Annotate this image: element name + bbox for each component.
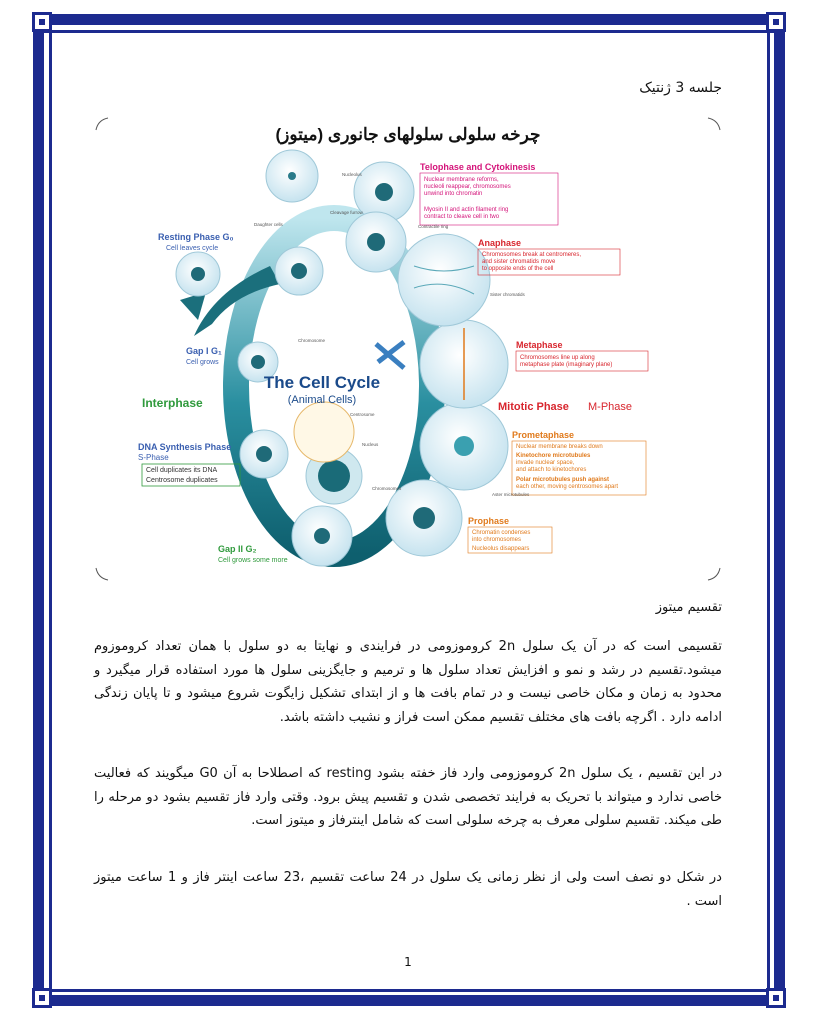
page-border-left [33,22,44,1000]
border-corner-ornament [766,12,786,32]
crop-mark [96,568,108,580]
chromosome-icon [376,342,404,368]
prometaphase-title: Prometaphase [512,430,575,440]
label-chromosome: Chromosome [298,338,326,343]
anaphase-line: to opposite ends of the cell [482,266,554,272]
prometaphase-line: Kinetochore microtubules [516,453,591,459]
label-sister-chromatids: Sister chromatids [490,292,525,297]
resting-phase-title: Resting Phase G₀ [158,232,234,242]
telophase-line: nucleoli reappear, chromosomes [424,184,511,190]
metaphase-title: Metaphase [516,340,563,350]
gap1-title: Gap I G₁ [186,346,222,356]
mitotic-phase-suffix: M-Phase [588,401,633,413]
page-border-right [774,22,785,1000]
telophase-title: Telophase and Cytokinesis [420,162,536,172]
prometaphase-line: each other, moving centrosomes apart [516,484,619,490]
paragraph: در این تقسیم ، یک سلول 2n کروموزومی وارد فاز خفته بشود resting که اصطلاحا به آن G0 میگویند که فعالیت خاصی ندارد و میتواند با تحریک به فرایند تخصصی شدن و تقسیم پیش برود. وقتی وارد فاز تقسیم بشود دو مرحله را طی میکند. تقسیم سلولی معرف به چرخه سلولی است که شامل اینترفاز و میتوز است. [94,766,722,828]
anaphase-line: and sister chromatids move [482,259,556,265]
paragraph: تقسیمی است که در آن یک سلول 2n کروموزومی در فرایندی و نهایتا به دو سلول با همان تعداد کروموزوم میشود.تقسیم در رشد و نمو و افزایش تعداد سلول ها و ترمیم و جایگزینی سلول ها مورد استفاده قرار میگیرد و محدود به زمان و مکان خاصی نیست و در تمام بافت ها و از ابتدای تشکیل زایگوت شروع میشود و تا پایان زندگی ادامه دارد . اگرچه بافت های مختلف تقسیم ممکن است فراز و نشیب داشته باشد. [94,639,722,725]
border-corner-ornament [766,988,786,1008]
page-border-bottom-inner [44,989,778,992]
prophase-line: into chromosomes [472,537,522,543]
telophase-line: contract to cleave cell in two [424,214,500,220]
page-border-bottom [40,995,782,1006]
metaphase-line: Chromosomes line up along [520,355,595,361]
prophase-line: Nucleolus disappears [472,546,530,552]
centrosome-icon [294,402,354,462]
page-border-top [40,14,782,25]
page-border-top-inner [44,30,778,33]
prometaphase-line: invade nuclear space, [516,460,575,466]
session-title: جلسه 3 ژنتیک [639,80,722,96]
center-subtitle: (Animal Cells) [287,394,357,406]
telophase-line: Myosin II and actin filament ring [424,207,509,213]
page-border-left-inner [49,26,52,996]
paragraph: در شکل دو نصف است ولی از نظر زمانی یک سلول در 24 ساعت تقسیم ،23 ساعت اینتر فاز و 1 ساعت میتوز است . [94,870,722,909]
synthesis-sub: S-Phase [138,453,169,462]
crop-mark [96,118,108,130]
synthesis-title: DNA Synthesis Phase [138,442,232,452]
telophase-line: Nuclear membrane reforms, [424,177,499,183]
cell-cycle-diagram [94,116,722,582]
prophase-line: Chromatin condenses [472,530,531,536]
cell-cycle-figure [94,116,722,582]
interphase-label: Interphase [142,396,203,410]
page-number: 1 [404,955,412,969]
resting-phase-desc: Cell leaves cycle [166,245,219,252]
gap2-desc: Cell grows some more [218,557,288,564]
crop-mark [708,568,720,580]
center-title: The Cell Cycle [263,373,381,392]
section-heading: تقسیم میتوز [655,600,722,615]
label-centrosome: Centrosome [350,412,375,417]
gap2-title: Gap II G₂ [218,544,257,554]
label-cleavage-furrow: Cleavage furrow [330,210,363,215]
telophase-line: unwind into chromatin [424,191,483,197]
metaphase-line: metaphase plate (imaginary plane) [520,362,613,368]
crop-mark [708,118,720,130]
prometaphase-line: and attach to kinetochores [516,467,587,473]
synthesis-item: Centrosome duplicates [146,477,218,484]
label-daughter-cells: Daughter cells [254,222,283,227]
label-nucleolus: Nucleolus [342,172,362,177]
prometaphase-line: Nuclear membrane breaks down [516,444,603,450]
metaphase-box [516,351,648,371]
mitotic-phase-label: Mitotic Phase [498,401,569,413]
synthesis-item: Cell duplicates its DNA [146,467,218,474]
prophase-title: Prophase [468,516,510,526]
cell-icon [398,234,490,326]
anaphase-line: Chromosomes break at centromeres, [482,252,582,258]
label-nucleus: Nucleus [362,442,379,447]
page-border-right-inner [767,26,770,996]
label-contractile-ring: Contractile ring [418,224,449,229]
anaphase-title: Anaphase [478,238,522,248]
label-chromosomes: Chromosomes [372,486,402,491]
prometaphase-line: Polar microtubules push against [516,477,610,483]
arrow-head [180,292,206,320]
figure-title: چرخه سلولی سلولهای جانوری (میتوز) [275,125,541,144]
gap1-desc: Cell grows [186,359,219,366]
border-corner-ornament [32,12,52,32]
label-aster-microtubules: Aster microtubules [492,492,530,497]
border-corner-ornament [32,988,52,1008]
